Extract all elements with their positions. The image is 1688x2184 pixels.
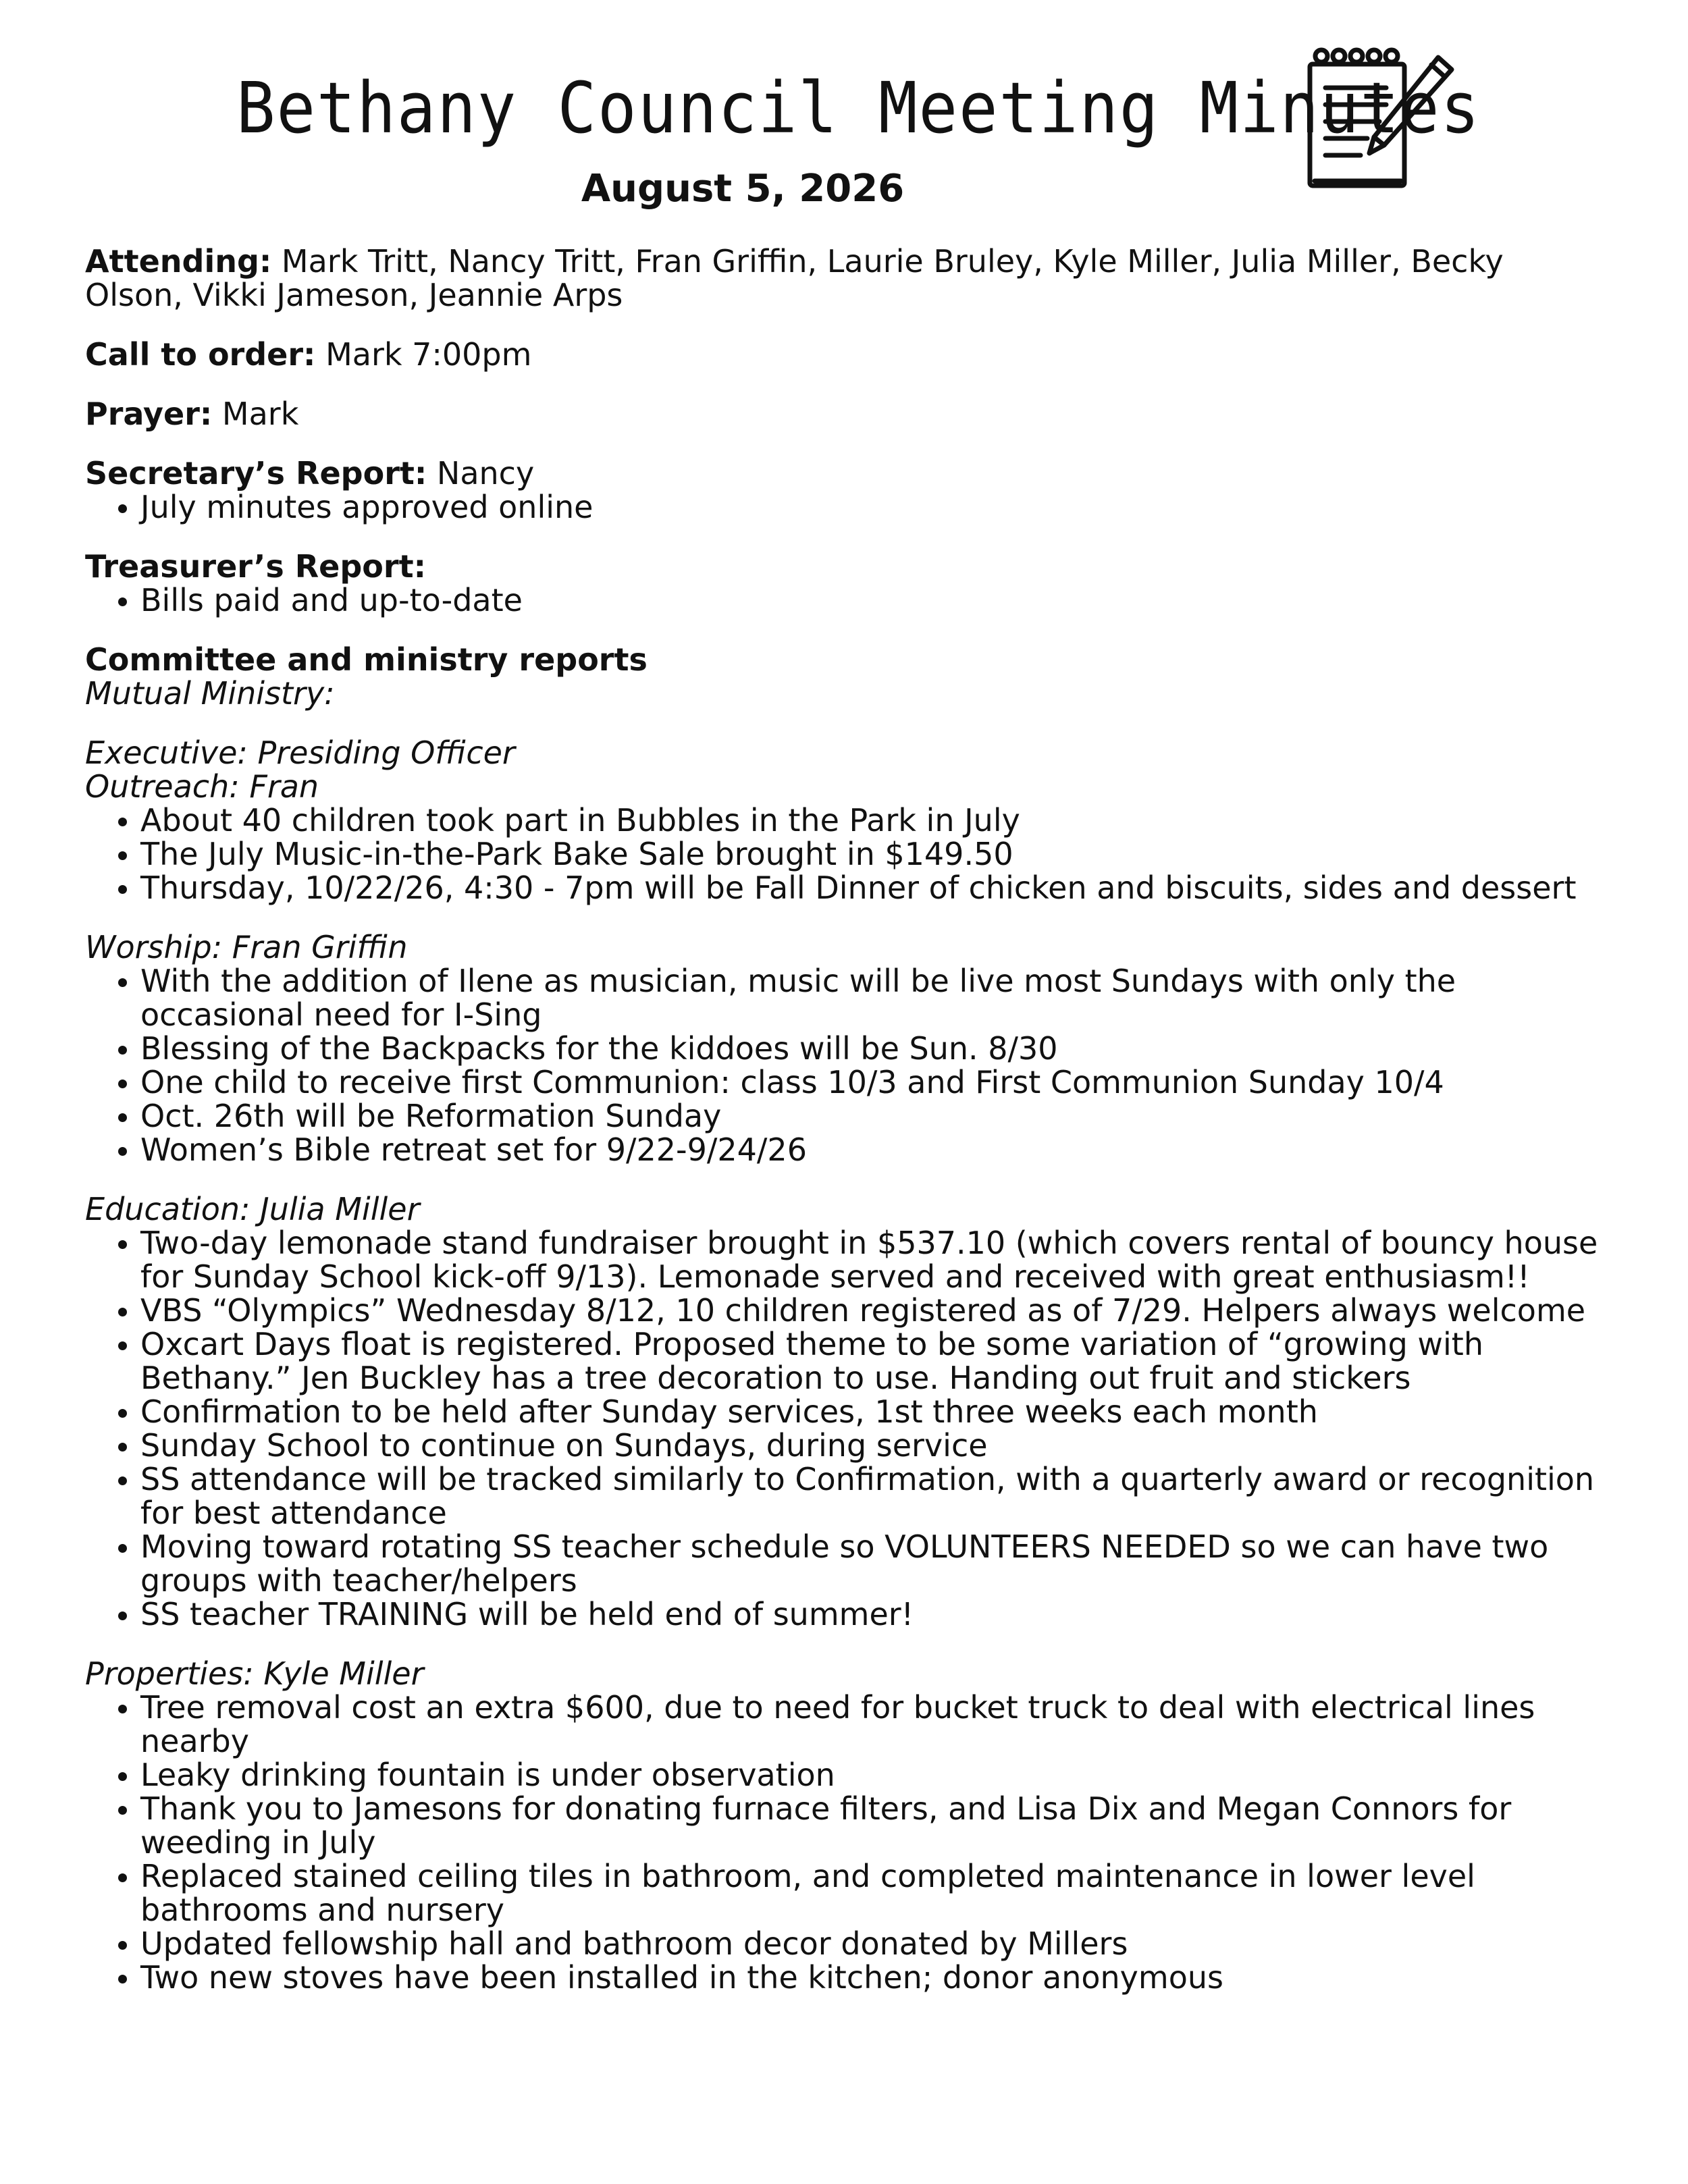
mutual-ministry-heading: Mutual Ministry: [85,675,335,712]
meeting-date: August 5, 2026 [581,167,905,211]
properties-lead: Kyle Miller [263,1655,424,1692]
attending-names: Mark Tritt, Nancy Tritt, Fran Griffin, Laurie Bruley, Kyle Miller, Julia Miller, Becky Olson, Vikki Jameson, Jeannie Arps [85,243,1504,313]
page-title: Bethany Council Meeting Minutes [236,67,1481,149]
list-item: • Two new stoves have been installed in the kitchen; donor anonymous [140,1961,1611,1994]
secretary-section [85,456,1611,524]
header [0,0,1688,223]
education-list [85,1226,1611,1631]
list-item: • SS teacher TRAINING will be held end of summer! [140,1597,1611,1631]
list-item: • Thursday, 10/22/26, 4:30 - 7pm will be Fall Dinner of chicken and biscuits, sides and dessert [140,871,1611,905]
list-item: • Replaced stained ceiling tiles in bathroom, and completed maintenance in lower level bathrooms and nursery [140,1859,1611,1927]
worship-section [85,930,1611,1167]
prayer-value: Mark [212,396,299,432]
list-item: • Thank you to Jamesons for donating furnace filters, and Lisa Dix and Megan Connors for weeding in July [140,1792,1611,1859]
list-item: • Oxcart Days float is registered. Proposed theme to be some variation of “growing with Bethany.” Jen Buckley has a tree decoration to use. Handing out fruit and stickers [140,1327,1611,1395]
list-item: • Sunday School to continue on Sundays, during service [140,1429,1611,1462]
list-item: • Two-day lemonade stand fundraiser brought in $537.10 (which covers rental of bouncy house for Sunday School kick-off 9/13). Lemonade served and received with great enthusiasm!! [140,1226,1611,1294]
education-lead: Julia Miller [260,1191,420,1227]
outreach-heading: Outreach: Fran [85,768,319,805]
executive-heading: Executive: Presiding Officer [85,735,515,771]
worship-heading: Worship: Fran Griffin [85,929,408,965]
worship-list [85,964,1611,1167]
list-item: • Bills paid and up-to-date [140,583,1611,617]
list-item: • One child to receive first Communion: class 10/3 and First Communion Sunday 10/4 [140,1065,1611,1099]
list-item: • SS attendance will be tracked similarly to Confirmation, with a quarterly award or recognition for best attendance [140,1462,1611,1530]
list-item: • Confirmation to be held after Sunday services, 1st three weeks each month [140,1395,1611,1429]
properties-section [85,1657,1611,1994]
list-item: • July minutes approved online [140,490,1611,524]
call-to-order-section [85,338,1611,371]
minutes-body [85,244,1611,2020]
treasurer-section [85,550,1611,617]
secretary-value: Nancy [427,455,535,491]
attending-label: Attending: [85,243,272,279]
notepad-pencil-icon [1300,44,1458,189]
list-item: • With the addition of Ilene as musician, music will be live most Sundays with only the occasional need for I-Sing [140,964,1611,1032]
list-item: • Tree removal cost an extra $600, due to need for bucket truck to deal with electrical lines nearby [140,1690,1611,1758]
secretary-list [85,490,1611,524]
treasurer-label: Treasurer’s Report: [85,548,426,585]
call-to-order-value: Mark 7:00pm [315,336,532,373]
treasurer-list [85,583,1611,617]
education-heading: Education: Julia Miller [85,1191,420,1227]
outreach-section [85,770,1611,905]
list-item: • About 40 children took part in Bubbles in the Park in July [140,803,1611,837]
list-item: • Moving toward rotating SS teacher schedule so VOLUNTEERS NEEDED so we can have two groups with teacher/helpers [140,1530,1611,1597]
outreach-lead: Fran [249,768,319,805]
committee-section [85,643,1611,710]
properties-list [85,1690,1611,1994]
call-to-order-label: Call to order: [85,336,316,373]
attending-section [85,244,1611,312]
list-item: • The July Music-in-the-Park Bake Sale brought in $149.50 [140,837,1611,871]
list-item: • Blessing of the Backpacks for the kiddoes will be Sun. 8/30 [140,1032,1611,1065]
secretary-label: Secretary’s Report: [85,455,427,491]
executive-lead: Presiding Officer [257,735,515,771]
list-item: • VBS “Olympics” Wednesday 8/12, 10 children registered as of 7/29. Helpers always welcome [140,1294,1611,1327]
list-item: • Leaky drinking fountain is under observation [140,1758,1611,1792]
committee-title: Committee and ministry reports [85,641,648,678]
education-section [85,1192,1611,1631]
outreach-list [85,803,1611,905]
properties-heading: Properties: Kyle Miller [85,1655,424,1692]
prayer-label: Prayer: [85,396,213,432]
worship-lead: Fran Griffin [232,929,408,965]
prayer-section [85,397,1611,431]
list-item: • Oct. 26th will be Reformation Sunday [140,1099,1611,1133]
list-item: • Women’s Bible retreat set for 9/22-9/24/26 [140,1133,1611,1167]
list-item: • Updated fellowship hall and bathroom decor donated by Millers [140,1927,1611,1961]
